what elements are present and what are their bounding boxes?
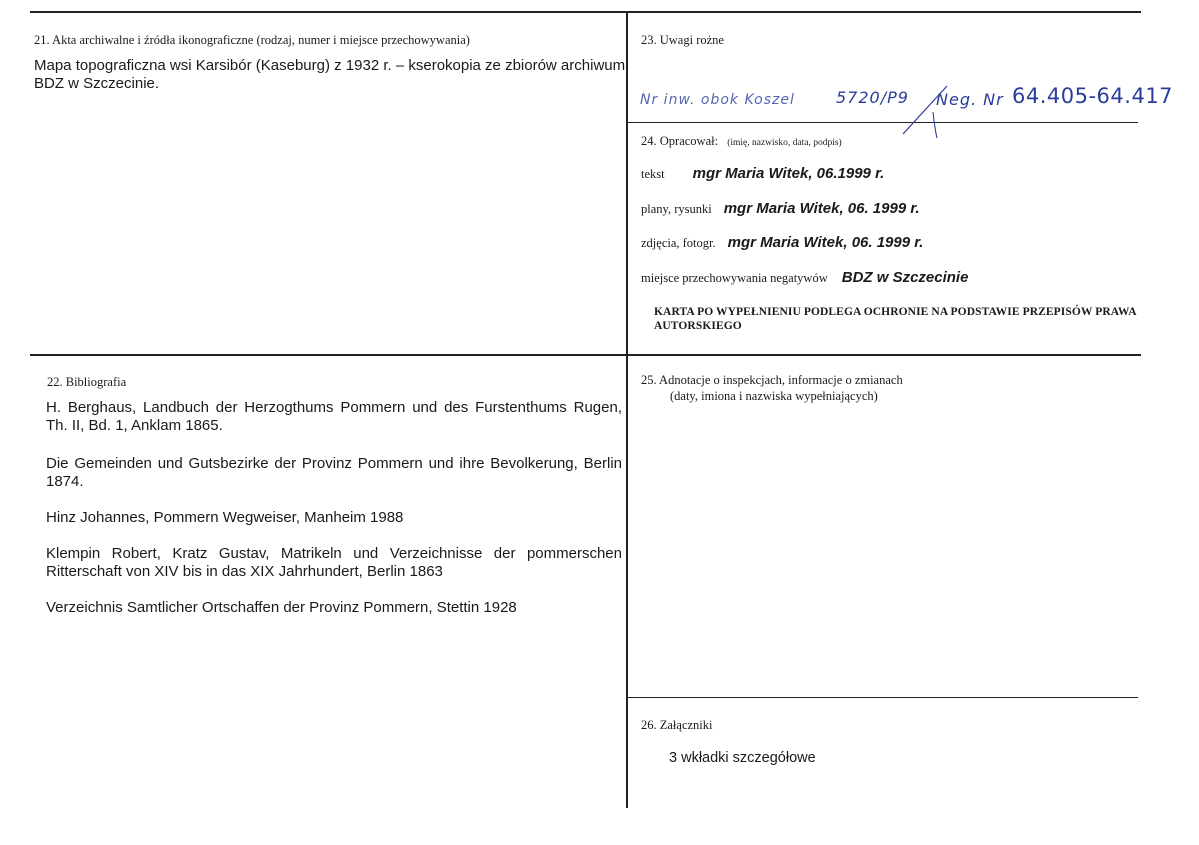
field-24-label-hint: (imię, nazwisko, data, podpis): [727, 138, 842, 148]
row-tekst: [641, 165, 884, 183]
row-zdjecia-label: zdjęcia, fotogr.: [641, 236, 716, 250]
bibliography-entry: Die Gemeinden und Gutsbezirke der Provinz Pommern und ihre Bevolkerung, Berlin 1874.: [46, 455, 622, 490]
bibliography-entry: Klempin Robert, Kratz Gustav, Matrikeln und Verzeichnisse der pommerschen Ritterschaft von XIV bis in das XIX Jahrhundert, Berlin 1863: [46, 545, 622, 580]
handwriting-number: 5720/P9: [836, 88, 909, 107]
copyright-notice: KARTA PO WYPEŁNIENIU PODLEGA OCHRONIE NA PODSTAWIE PRZEPISÓW PRAWA AUTORSKIEGO: [654, 306, 1137, 332]
field-24-label-main: 24. Opracował:: [641, 134, 719, 148]
field-21-label: 21. Akta archiwalne i źródła ikonograficzne (rodzaj, numer i miejsce przechowywania): [34, 33, 470, 47]
section-divider-25-26: [628, 697, 1138, 698]
bibliography-entry: Hinz Johannes, Pommern Wegweiser, Manheim 1988: [46, 509, 404, 526]
handwriting-slash-stroke: [895, 82, 955, 142]
row-tekst-label: tekst: [641, 167, 665, 181]
row-zdjecia: [641, 234, 923, 252]
row-plany-value: mgr Maria Witek, 06. 1999 r.: [723, 200, 920, 217]
row-plany: [641, 200, 920, 218]
field-22-label: 22. Bibliografia: [47, 375, 127, 389]
handwriting-neg-label: Neg. Nr: [936, 90, 1004, 109]
center-divider: [626, 11, 628, 808]
handwriting-inventory: Nr inw. obok Koszel: [640, 92, 795, 108]
bibliography-entry: H. Berghaus, Landbuch der Herzogthums Pommern und des Furstenthums Rugen, Th. II, Bd. 1, Anklam 1865.: [46, 399, 622, 434]
row-zdjecia-value: mgr Maria Witek, 06. 1999 r.: [727, 234, 924, 251]
middle-divider: [30, 354, 1141, 356]
row-miejsce-value: BDZ w Szczecinie: [841, 269, 969, 286]
row-tekst-value: mgr Maria Witek, 06.1999 r.: [692, 165, 885, 182]
bibliography-entry: Verzeichnis Samtlicher Ortschaffen der Provinz Pommern, Stettin 1928: [46, 599, 517, 616]
field-25-label: 25. Adnotacje o inspekcjach, informacje o zmianach: [641, 373, 903, 387]
field-26-label: 26. Załączniki: [641, 718, 713, 732]
field-26-value: 3 wkładki szczegółowe: [669, 750, 816, 766]
row-plany-label: plany, rysunki: [641, 202, 712, 216]
field-21-text: Mapa topograficzna wsi Karsibór (Kaseburg) z 1932 r. – kserokopia ze zbiorów archiwum BDZ w Szczecinie.: [34, 57, 626, 92]
top-border: [30, 11, 1141, 13]
field-23-label: 23. Uwagi rożne: [641, 33, 724, 47]
row-miejsce-label: miejsce przechowywania negatywów: [641, 271, 828, 285]
section-divider-23-24: [628, 122, 1138, 123]
row-miejsce: [641, 269, 968, 287]
field-24-label: [641, 134, 842, 151]
field-25-sublabel: (daty, imiona i nazwiska wypełniających): [670, 389, 878, 403]
handwriting-neg-range: 64.405-64.417: [1012, 84, 1174, 108]
